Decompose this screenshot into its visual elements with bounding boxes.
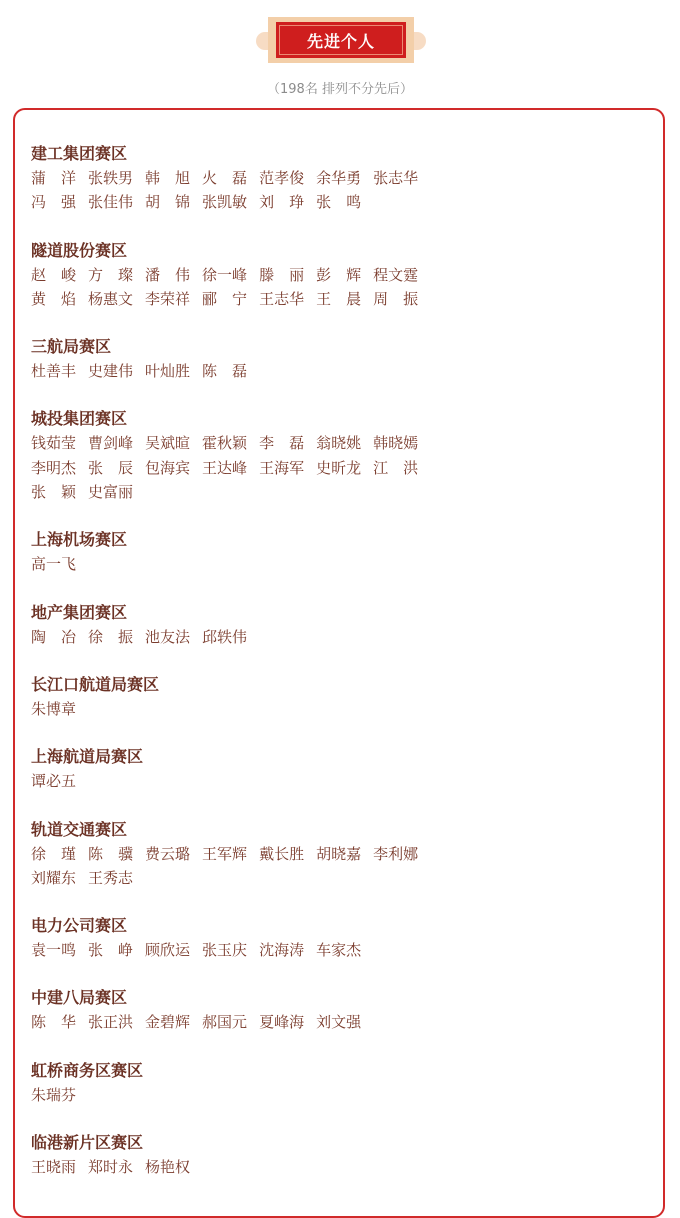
person-name: 胡晓嘉: [316, 844, 362, 863]
person-name: 杨艳权: [145, 1158, 191, 1177]
region-section: [31, 528, 651, 576]
region-title: 虹桥商务区赛区: [31, 1060, 144, 1080]
person-name: 张 峥: [88, 941, 134, 960]
person-name: 李明杰: [31, 458, 77, 477]
person-name: 余华勇: [316, 169, 362, 187]
person-name: 陶 冶: [31, 627, 77, 646]
person-name: 王秀志: [88, 868, 134, 887]
person-name: 张凯敏: [202, 193, 248, 212]
person-name: 周 振: [373, 289, 419, 308]
region-title: 上海航道局赛区: [31, 747, 144, 767]
person-name: 王晓雨: [31, 1158, 77, 1177]
region-section: [31, 745, 651, 793]
person-name: 郝国元: [202, 1013, 248, 1032]
person-name: 高一飞: [31, 555, 77, 574]
person-name: 冯 强: [31, 193, 77, 212]
person-name: 张正洪: [88, 1013, 134, 1032]
region-section: [31, 335, 651, 383]
person-name: 王志华: [259, 289, 305, 308]
person-name: 张轶男: [88, 169, 134, 187]
person-name: 刘 琤: [259, 193, 305, 212]
region-section: [31, 673, 651, 721]
banner-inner-border: [279, 25, 403, 55]
person-name: 滕 丽: [259, 265, 305, 284]
person-name: 赵 峻: [31, 265, 77, 284]
person-name: 蒲 洋: [31, 169, 77, 187]
person-name: 韩晓嫣: [373, 434, 419, 453]
region-section: [31, 239, 651, 312]
section-list: [31, 142, 651, 1203]
name-list: [31, 431, 461, 504]
page-subtitle: （198名 排列不分先后）: [267, 82, 413, 97]
region-title: 电力公司赛区: [31, 916, 128, 936]
region-title: 长江口航道局赛区: [31, 674, 160, 694]
person-name: 车家杰: [316, 941, 362, 960]
person-name: 王军辉: [202, 844, 248, 863]
region-section: [31, 601, 651, 649]
person-name: 杨惠文: [88, 289, 134, 308]
person-name: 霍秋颖: [202, 434, 248, 453]
name-list: [31, 263, 461, 312]
person-name: 江 洪: [373, 458, 419, 477]
person-name: 陈 骥: [88, 844, 134, 863]
name-list: [31, 938, 461, 962]
person-name: 张 颖: [31, 483, 77, 502]
person-name: 范孝俊: [259, 169, 305, 187]
person-name: 戴长胜: [259, 844, 305, 863]
person-name: 郑时永: [88, 1158, 134, 1177]
person-name: 谭必五: [31, 772, 77, 791]
region-title: 轨道交通赛区: [31, 819, 128, 839]
region-section: [31, 986, 651, 1034]
page-title: 先进个人: [306, 31, 375, 51]
person-name: 程文霆: [373, 265, 419, 284]
person-name: 李利娜: [373, 844, 419, 863]
person-name: 徐一峰: [202, 265, 248, 284]
person-name: 刘文强: [316, 1013, 362, 1032]
person-name: 黄 焰: [31, 289, 77, 308]
person-name: 陈 华: [31, 1013, 77, 1032]
person-name: 邱轶伟: [202, 627, 248, 646]
person-name: 韩 旭: [145, 169, 191, 187]
person-name: 袁一鸣: [31, 941, 77, 960]
person-name: 吴斌暄: [145, 434, 191, 453]
name-list: [31, 552, 461, 576]
person-name: 火 磊: [202, 169, 248, 187]
name-list: [31, 697, 461, 721]
person-name: 史昕龙: [316, 458, 362, 477]
region-section: [31, 1131, 651, 1179]
person-name: 夏峰海: [259, 1013, 305, 1032]
region-section: [31, 142, 651, 215]
region-title: 上海机场赛区: [31, 530, 128, 550]
region-section: [31, 1059, 651, 1107]
person-name: 李 磊: [259, 434, 305, 453]
header-banner: [0, 14, 680, 66]
person-name: 史富丽: [88, 483, 134, 502]
region-section: [31, 407, 651, 504]
name-list: [31, 625, 461, 649]
person-name: 王达峰: [202, 458, 248, 477]
person-name: 顾欣运: [145, 941, 191, 960]
name-list: [31, 769, 461, 793]
person-name: 张玉庆: [202, 941, 248, 960]
region-section: [31, 914, 651, 962]
person-name: 曹剑峰: [88, 434, 134, 453]
person-name: 潘 伟: [145, 265, 191, 284]
person-name: 胡 锦: [145, 193, 191, 212]
person-name: 张 辰: [88, 458, 134, 477]
region-title: 地产集团赛区: [31, 602, 128, 622]
region-title: 三航局赛区: [31, 337, 112, 357]
person-name: 张佳伟: [88, 193, 134, 212]
person-name: 方 璨: [88, 265, 134, 284]
region-title: 城投集团赛区: [31, 409, 128, 429]
person-name: 翁晓姚: [316, 434, 362, 453]
person-name: 王 晨: [316, 289, 362, 308]
name-list: [31, 842, 461, 891]
person-name: 徐 瑾: [31, 844, 77, 863]
person-name: 费云璐: [145, 844, 191, 863]
person-name: 史建伟: [88, 362, 134, 381]
person-name: 王海军: [259, 458, 305, 477]
name-list: [31, 166, 461, 215]
person-name: 张 鸣: [316, 193, 362, 212]
person-name: 刘耀东: [31, 868, 77, 887]
region-title: 隧道股份赛区: [31, 240, 128, 260]
person-name: 金碧辉: [145, 1013, 191, 1032]
region-title: 中建八局赛区: [31, 988, 128, 1008]
name-list: [31, 1155, 461, 1179]
person-name: 池友法: [145, 627, 191, 646]
person-name: 杜善丰: [31, 362, 77, 381]
person-name: 朱瑞芬: [31, 1085, 77, 1104]
person-name: 徐 振: [88, 627, 134, 646]
person-name: 叶灿胜: [145, 362, 191, 381]
person-name: 彭 辉: [316, 265, 362, 284]
person-name: 陈 磊: [202, 362, 248, 381]
name-list: [31, 1083, 461, 1107]
person-name: 包海宾: [145, 458, 191, 477]
region-title: 建工集团赛区: [31, 144, 128, 163]
region-title: 临港新片区赛区: [31, 1133, 144, 1153]
name-list: [31, 359, 461, 383]
banner-title-box: [276, 22, 406, 58]
name-list: [31, 1010, 461, 1034]
person-name: 郦 宁: [202, 289, 248, 308]
region-section: [31, 818, 651, 891]
person-name: 李荣祥: [145, 289, 191, 308]
person-name: 朱博章: [31, 699, 77, 718]
person-name: 张志华: [373, 169, 419, 187]
person-name: 钱茹莹: [31, 434, 77, 453]
person-name: 沈海涛: [259, 941, 305, 960]
